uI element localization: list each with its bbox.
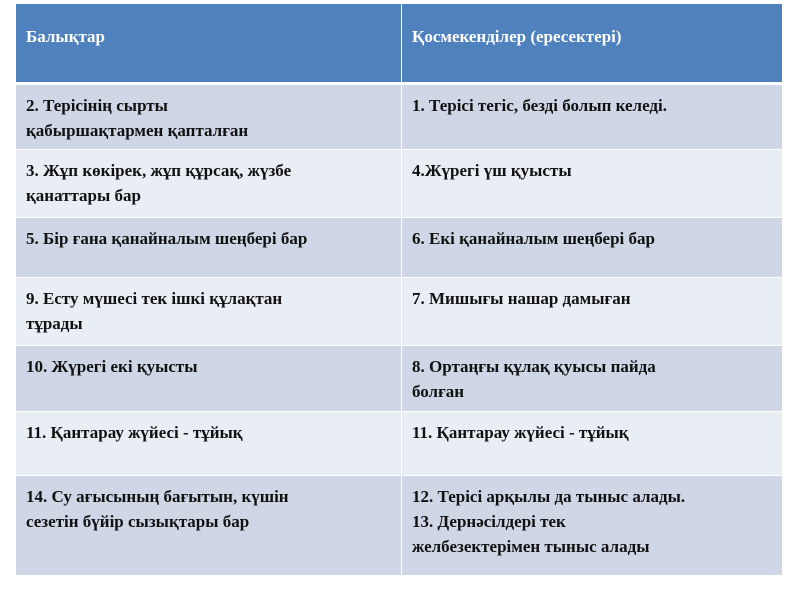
cell-line: 14. Су ағысының бағытын, күшін xyxy=(26,487,289,506)
amphibian-cell xyxy=(402,84,783,150)
cell-line: тұрады xyxy=(26,314,83,333)
cell-line: желбезектерімен тыныс алады xyxy=(412,537,650,556)
cell-line: 3. Жұп көкірек, жұп құрсақ, жүзбе xyxy=(26,161,292,180)
fish-cell xyxy=(16,218,402,278)
amphibian-cell xyxy=(402,278,783,346)
fish-cell xyxy=(16,84,402,150)
cell-line: 12. Терісі арқылы да тыныс алады. xyxy=(412,487,686,506)
cell-line: 5. Бір ғана қанайналым шеңбері бар xyxy=(26,229,308,248)
cell-line: 4.Жүрегі үш қуысты xyxy=(412,161,572,180)
amphibian-cell xyxy=(402,218,783,278)
cell-line: 13. Дернәсілдері тек xyxy=(412,512,566,531)
fish-cell xyxy=(16,278,402,346)
table-row xyxy=(16,346,783,412)
cell-line: 7. Мишығы нашар дамыған xyxy=(412,289,631,308)
cell-line: 6. Екі қанайналым шеңбері бар xyxy=(412,229,655,248)
cell-line: 8. Ортаңғы құлақ қуысы пайда xyxy=(412,357,656,376)
amphibian-cell xyxy=(402,476,783,576)
amphibian-cell xyxy=(402,150,783,218)
table-row xyxy=(16,218,783,278)
header-amphibians: Қосмекенділер (ересектері) xyxy=(402,4,783,84)
table-row xyxy=(16,412,783,476)
header-row xyxy=(16,4,783,84)
fish-cell xyxy=(16,346,402,412)
cell-line: болған xyxy=(412,382,465,401)
table-row xyxy=(16,278,783,346)
fish-cell xyxy=(16,150,402,218)
table-row xyxy=(16,476,783,576)
cell-line: 1. Терісі тегіс, безді болып келеді. xyxy=(412,96,667,115)
cell-line: 9. Есту мүшесі тек ішкі құлақтан xyxy=(26,289,283,308)
cell-line: 2. Терісінің сырты xyxy=(26,96,168,115)
cell-line: сезетін бүйір сызықтары бар xyxy=(26,512,250,531)
fish-cell xyxy=(16,476,402,576)
fish-cell xyxy=(16,412,402,476)
cell-line: 11. Қантарау жүйесі - тұйық xyxy=(412,423,629,442)
cell-line: 11. Қантарау жүйесі - тұйық xyxy=(26,423,243,442)
cell-line: қанаттары бар xyxy=(26,186,141,205)
cell-line: 10. Жүрегі екі қуысты xyxy=(26,357,198,376)
amphibian-cell xyxy=(402,346,783,412)
table-row xyxy=(16,150,783,218)
amphibian-cell xyxy=(402,412,783,476)
table-row xyxy=(16,84,783,150)
header-fish: Балықтар xyxy=(16,4,402,84)
comparison-table xyxy=(15,3,783,576)
cell-line: қабыршақтармен қапталған xyxy=(26,121,249,140)
